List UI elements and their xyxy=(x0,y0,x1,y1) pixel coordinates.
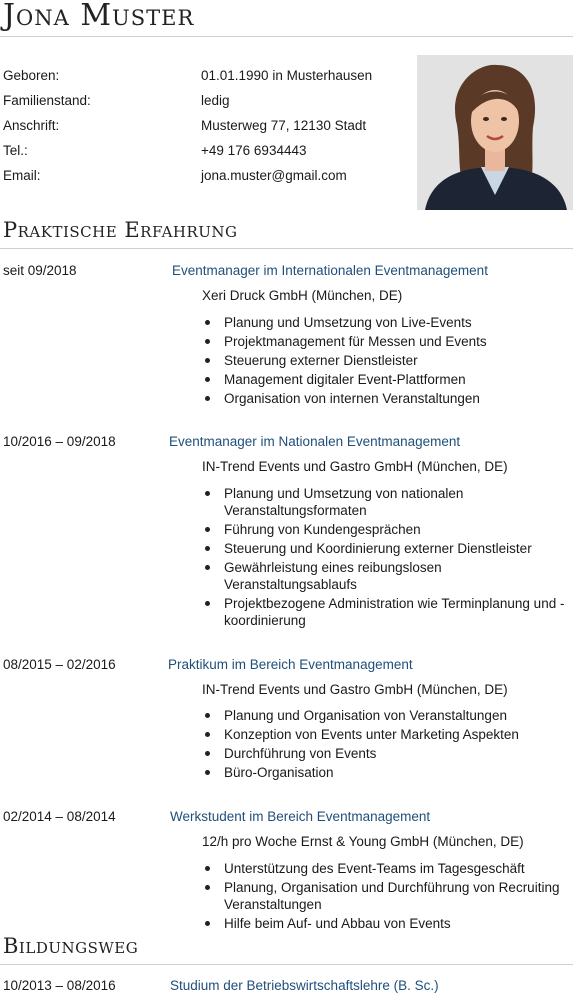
list-item: Projektbezogene Administration wie Terminplanung und -koordinierung xyxy=(202,595,574,629)
header-divider xyxy=(0,36,573,37)
job-date: 08/2015 – 02/2016 xyxy=(3,657,116,672)
job-bullets xyxy=(202,860,574,934)
list-item: Planung und Umsetzung von Live-Events xyxy=(202,314,574,331)
job-date: seit 09/2018 xyxy=(3,263,77,278)
personal-label: Tel.: xyxy=(3,143,28,158)
list-item: Planung und Organisation von Veranstaltungen xyxy=(202,707,574,724)
job-title: Werkstudent im Bereich Eventmanagement xyxy=(170,809,431,824)
profile-photo xyxy=(417,55,573,210)
job-bullets xyxy=(202,314,574,409)
candidate-name: Jona Muster xyxy=(3,0,195,33)
job-date: 02/2014 – 08/2014 xyxy=(3,809,116,824)
job-title: Eventmanager im Internationalen Eventmanagement xyxy=(172,263,488,278)
personal-value: +49 176 6934443 xyxy=(201,143,307,158)
list-item: Führung von Kundengesprächen xyxy=(202,521,574,538)
personal-value: 01.01.1990 in Musterhausen xyxy=(201,68,373,83)
list-item: Steuerung externer Dienstleister xyxy=(202,352,574,369)
job-company: 12/h pro Woche Ernst & Young GmbH (München, DE) xyxy=(202,834,524,849)
education-date: 10/2013 – 08/2016 xyxy=(3,978,116,993)
job-date: 10/2016 – 09/2018 xyxy=(3,434,116,449)
section-divider xyxy=(0,964,573,965)
section-title-experience: Praktische Erfahrung xyxy=(3,218,238,242)
list-item: Unterstützung des Event-Teams im Tagesgeschäft xyxy=(202,860,574,877)
list-item: Projektmanagement für Messen und Events xyxy=(202,333,574,350)
section-divider xyxy=(0,248,573,249)
job-title: Praktikum im Bereich Eventmanagement xyxy=(168,657,413,672)
job-company: IN-Trend Events und Gastro GmbH (München, DE) xyxy=(202,682,508,697)
personal-value: ledig xyxy=(201,93,230,108)
list-item: Gewährleistung eines reibungslosen Veranstaltungsablaufs xyxy=(202,559,574,593)
list-item: Konzeption von Events unter Marketing Aspekten xyxy=(202,726,574,743)
list-item: Büro-Organisation xyxy=(202,764,574,781)
portrait-illustration xyxy=(417,55,573,210)
personal-label: Email: xyxy=(3,168,41,183)
list-item: Organisation von internen Veranstaltungen xyxy=(202,390,574,407)
list-item: Planung, Organisation und Durchführung von Recruiting Veranstaltungen xyxy=(202,879,574,913)
email-value: jona.muster@gmail.com xyxy=(201,168,347,183)
personal-label: Anschrift: xyxy=(3,118,60,133)
job-bullets xyxy=(202,485,574,631)
list-item: Hilfe beim Auf- und Abbau von Events xyxy=(202,915,574,932)
education-title: Studium der Betriebswirtschaftslehre (B. Sc.) xyxy=(170,978,439,993)
personal-label: Familienstand: xyxy=(3,93,91,108)
job-bullets xyxy=(202,707,574,783)
list-item: Planung und Umsetzung von nationalen Veranstaltungsformaten xyxy=(202,485,574,519)
list-item: Durchführung von Events xyxy=(202,745,574,762)
job-title: Eventmanager im Nationalen Eventmanagement xyxy=(169,434,461,449)
list-item: Management digitaler Event-Plattformen xyxy=(202,371,574,388)
personal-label: Geboren: xyxy=(3,68,60,83)
job-company: Xeri Druck GmbH (München, DE) xyxy=(202,288,403,303)
section-title-education: Bildungsweg xyxy=(3,934,139,958)
list-item: Steuerung und Koordinierung externer Dienstleister xyxy=(202,540,574,557)
personal-value: Musterweg 77, 12130 Stadt xyxy=(201,118,367,133)
job-company: IN-Trend Events und Gastro GmbH (München, DE) xyxy=(202,459,508,474)
